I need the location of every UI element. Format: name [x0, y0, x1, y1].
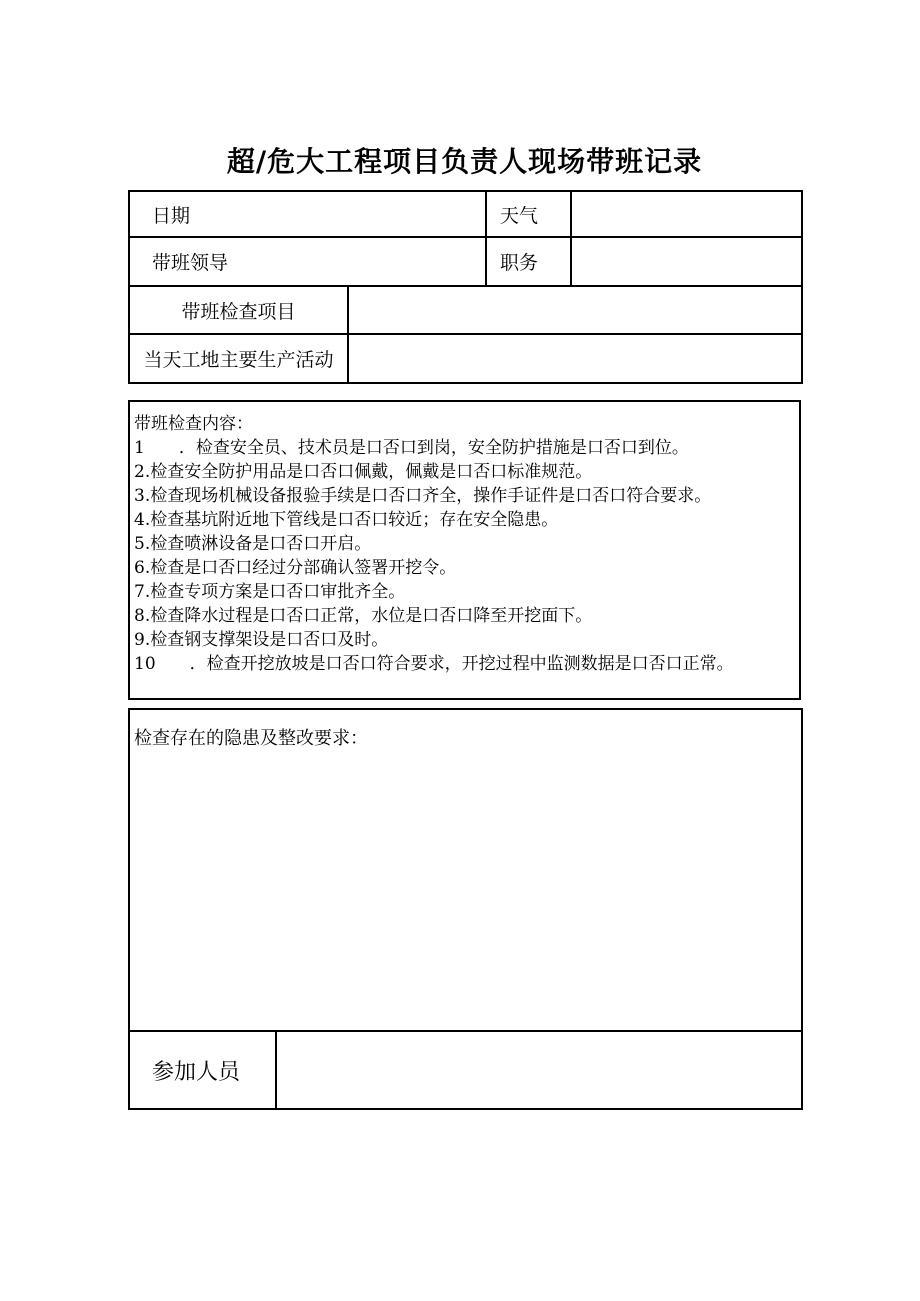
date-weather-row	[129, 191, 802, 237]
checklist-item: 10 ．检查开挖放坡是口否口符合要求，开挖过程中监测数据是口否口正常。	[134, 654, 734, 674]
inspection-items-label-cell: 带班检查项目	[129, 286, 348, 334]
checklist-item: 7.检查专项方案是口否口审批齐全。	[134, 582, 406, 602]
weather-label-cell: 天气	[486, 191, 571, 237]
inspection-items-row	[129, 286, 802, 334]
position-label-cell: 职务	[486, 237, 571, 286]
checklist-item: 1 ．检查安全员、技术员是口否口到岗，安全防护措施是口否口到位。	[134, 438, 689, 458]
date-label-cell: 日期	[129, 191, 486, 237]
checklist-item: 5.检查喷淋设备是口否口开启。	[134, 534, 372, 554]
checklist-item: 8.检查降水过程是口否口正常，水位是口否口降至开挖面下。	[134, 606, 593, 626]
leader-label-cell: 带班领导	[129, 237, 486, 286]
hazards-participants-table	[128, 708, 803, 1110]
checklist-item: 6.检查是口否口经过分部确认签署开挖令。	[134, 558, 457, 578]
checklist-item: 3.检查现场机械设备报验手续是口否口齐全，操作手证件是口否口符合要求。	[134, 486, 712, 506]
header-table	[128, 190, 803, 384]
checklist-heading: 带班检查内容：	[134, 414, 253, 434]
page-title: 超/危大工程项目负责人现场带班记录	[226, 145, 703, 178]
checklist-item: 4.检查基坑附近地下管线是口否口较近；存在安全隐患。	[134, 510, 559, 530]
hazards-label-cell: 检查存在的隐患及整改要求：	[129, 709, 802, 1031]
activities-row	[129, 334, 802, 383]
leader-position-row	[129, 237, 802, 286]
participants-label-cell: 参加人员	[129, 1031, 276, 1109]
position-value-cell	[571, 237, 802, 286]
participants-value-cell	[276, 1031, 802, 1109]
activities-label-cell: 当天工地主要生产活动	[129, 334, 348, 383]
activities-value-cell	[348, 334, 802, 383]
weather-value-cell	[571, 191, 802, 237]
checklist-section	[128, 400, 801, 700]
checklist-item: 9.检查钢支撑架设是口否口及时。	[134, 630, 389, 650]
checklist-item: 2.检查安全防护用品是口否口佩戴，佩戴是口否口标准规范。	[134, 462, 593, 482]
participants-row	[129, 1031, 802, 1109]
hazards-row	[129, 709, 802, 1031]
inspection-items-value-cell	[348, 286, 802, 334]
